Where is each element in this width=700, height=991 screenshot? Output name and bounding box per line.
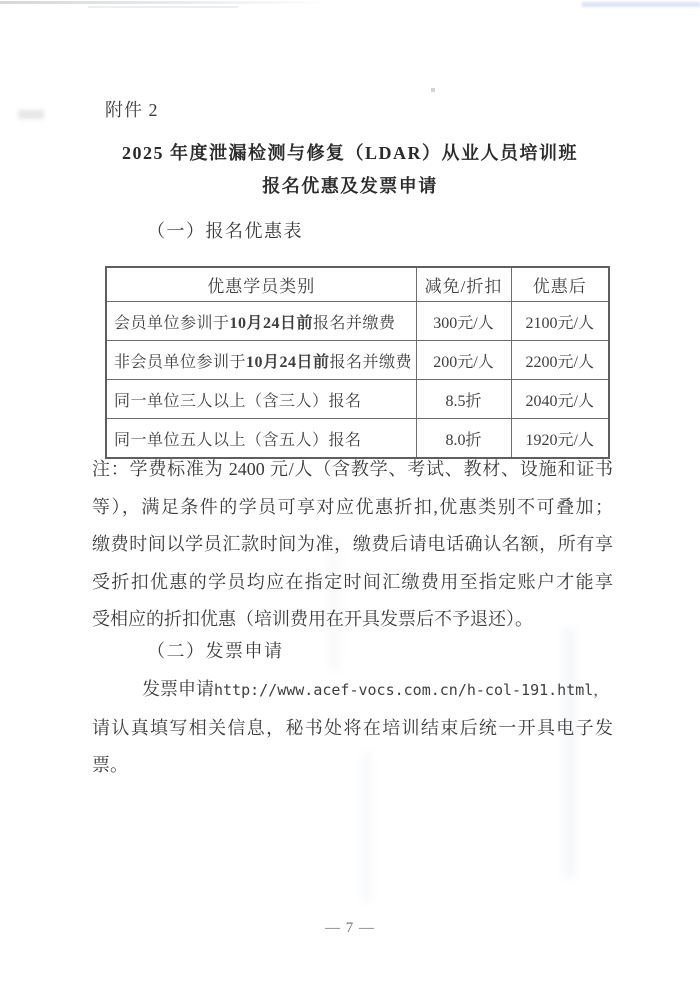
- table-row: [106, 302, 609, 341]
- scan-artifact: [88, 6, 238, 8]
- table-row: [106, 341, 609, 380]
- category-cell: 会员单位参训于10月24日前报名并缴费: [106, 302, 416, 341]
- invoice-line: [92, 671, 613, 710]
- note-line: 等），满足条件的学员可享对应优惠折扣,优惠类别不可叠加；: [92, 496, 613, 517]
- price-cell: 2100元/人: [511, 302, 609, 341]
- note-line: 注：学费标准为 2400 元/人（含教学、考试、教材、设施和证书: [92, 459, 613, 479]
- invoice-intro: 发票申请: [142, 679, 214, 699]
- section-two-heading: （二）发票申请: [147, 641, 284, 661]
- category-cell: 非会员单位参训于10月24日前报名并缴费: [106, 341, 416, 380]
- section-one-heading: （一）报名优惠表: [147, 221, 303, 241]
- page-number: — 7 —: [325, 920, 375, 936]
- discount-cell: 200元/人: [416, 341, 511, 380]
- discount-cell: 8.0折: [416, 419, 511, 459]
- scan-artifact: [0, 1, 330, 4]
- category-cell: 同一单位三人以上（含三人）报名: [106, 380, 416, 419]
- price-cell: 2200元/人: [511, 341, 609, 380]
- note-line: 缴费时间以学员汇款时间为准，缴费后请电话确认名额，所有享: [92, 534, 613, 555]
- invoice-line: 请认真填写相关信息，秘书处将在培训结束后统一开具电子发: [92, 717, 613, 738]
- note-line: 受相应的折扣优惠（培训费用在开具发票后不予退还）。: [92, 609, 533, 630]
- scan-artifact: [582, 2, 700, 7]
- bold-date-text: 10月24日前: [246, 353, 330, 371]
- invoice-line: 票。: [92, 755, 128, 776]
- category-cell: 同一单位五人以上（含五人）报名: [106, 419, 416, 459]
- discount-cell: 300元/人: [416, 302, 511, 341]
- table-row: [106, 380, 609, 419]
- note-paragraph: [92, 451, 613, 639]
- scan-artifact: [431, 88, 435, 92]
- header-discount: 减免/折扣: [416, 267, 511, 302]
- document-title-line1: 2025 年度泄漏检测与修复（LDAR）从业人员培训班: [121, 143, 578, 163]
- scan-artifact: [18, 110, 44, 119]
- discount-table: [105, 266, 610, 459]
- table-header-row: [106, 267, 609, 302]
- attachment-label: 附件 2: [105, 100, 159, 120]
- price-cell: 2040元/人: [511, 380, 609, 419]
- bold-date-text: 10月24日前: [229, 314, 314, 332]
- discount-cell: 8.5折: [416, 380, 511, 419]
- header-after: 优惠后: [511, 267, 609, 302]
- invoice-paragraph: [92, 671, 613, 785]
- invoice-url: http://www.acef-vocs.com.cn/h-col-191.html，: [214, 681, 609, 699]
- price-cell: 1920元/人: [511, 419, 609, 459]
- header-category: 优惠学员类别: [106, 267, 416, 302]
- note-line: 受折扣优惠的学员均应在指定时间汇缴费用至指定账户才能享: [92, 571, 613, 592]
- document-title-line2: 报名优惠及发票申请: [262, 176, 438, 196]
